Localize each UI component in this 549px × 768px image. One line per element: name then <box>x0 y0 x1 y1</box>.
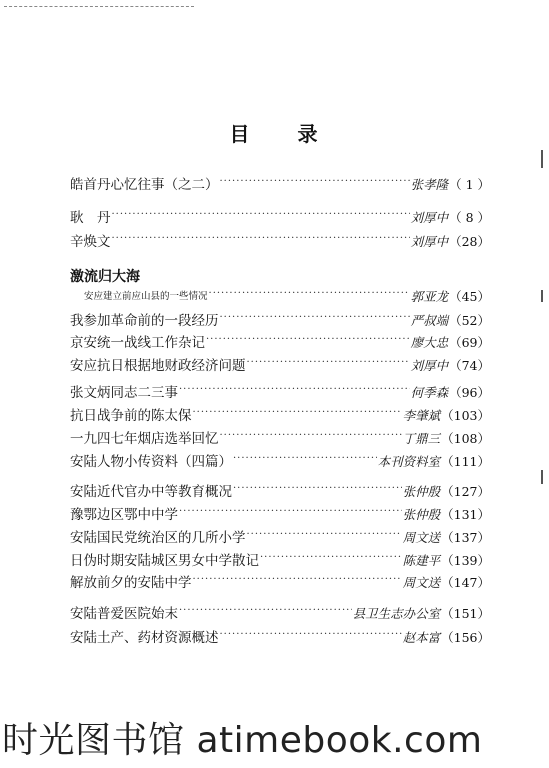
entry-author: 丁鼎三 <box>402 431 441 446</box>
entry-page: （139） <box>441 553 490 568</box>
toc-entry[interactable] <box>70 502 490 524</box>
toc-entry[interactable] <box>70 426 490 448</box>
section-heading: 激流归大海 <box>70 269 140 285</box>
entry-author: 张仲殷 <box>402 484 441 499</box>
entry-page: （108） <box>441 431 490 446</box>
leader-dots <box>179 381 410 399</box>
toc-entry[interactable] <box>70 525 490 547</box>
entry-page: （127） <box>441 484 490 499</box>
leader-dots <box>112 230 410 248</box>
leader-dots <box>179 503 402 521</box>
leader-dots <box>220 427 402 445</box>
site-watermark: 时光图书馆 atimebook.com <box>2 720 483 761</box>
entry-author: 廖大忠 <box>410 335 449 350</box>
entry-page: （131） <box>441 507 490 522</box>
toc-entry[interactable] <box>70 330 490 352</box>
entry-author: 刘厚中 <box>410 234 449 249</box>
entry-title: 解放前夕的安陆中学 <box>70 575 192 591</box>
entry-page: （111） <box>441 454 490 469</box>
leader-dots <box>220 173 410 191</box>
entry-title: 一九四七年烟店选举回忆 <box>70 431 219 447</box>
entry-title: 安应建立前应山县的一些情况 <box>84 291 208 302</box>
entry-title: 辛焕文 <box>70 234 111 250</box>
entry-author: 郭亚龙 <box>410 289 449 304</box>
toc-entry[interactable] <box>70 625 490 647</box>
top-dashed-line <box>4 6 194 7</box>
entry-page: （ 8 ） <box>449 210 490 225</box>
leader-dots <box>233 480 402 498</box>
toc-entry[interactable] <box>70 353 490 375</box>
entry-title: 皓首丹心忆往事（之二） <box>70 177 219 193</box>
entry-page: （96） <box>449 385 490 400</box>
leader-dots <box>193 404 402 422</box>
scan-edge-mark <box>541 470 543 484</box>
entry-title: 安陆人物小传资料（四篇） <box>70 454 232 470</box>
entry-page: （103） <box>441 408 490 423</box>
entry-author: 周文送 <box>402 575 441 590</box>
page-title-char: 目 <box>229 122 252 146</box>
toc-entry[interactable] <box>70 284 490 306</box>
entry-author: 县卫生志办公室 <box>352 606 441 621</box>
toc-entry[interactable] <box>70 403 490 425</box>
toc-entry[interactable] <box>70 601 490 623</box>
leader-dots <box>112 206 410 224</box>
leader-dots <box>220 309 410 327</box>
entry-page: （28） <box>449 234 490 249</box>
entry-page: （69） <box>449 335 490 350</box>
entry-page: （52） <box>449 313 490 328</box>
entry-page: （147） <box>441 575 490 590</box>
entry-title: 安陆土产、药材资源概述 <box>70 630 219 646</box>
leader-dots <box>247 354 410 372</box>
entry-title: 京安统一战线工作杂记 <box>70 335 205 351</box>
entry-author: 李肇斌 <box>402 408 441 423</box>
toc-entry[interactable] <box>70 479 490 501</box>
toc-entry[interactable] <box>70 449 490 471</box>
toc-entry[interactable] <box>70 308 490 330</box>
entry-title: 安陆近代官办中等教育概况 <box>70 484 232 500</box>
toc-entry[interactable] <box>70 380 490 402</box>
leader-dots <box>233 450 377 468</box>
toc-entry[interactable] <box>70 548 490 570</box>
entry-author: 赵本富 <box>402 630 441 645</box>
toc-entry[interactable] <box>70 229 490 251</box>
leader-dots <box>206 331 410 349</box>
entry-author: 张仲殷 <box>402 507 441 522</box>
entry-author: 本刊资料室 <box>377 454 441 469</box>
toc-entry[interactable] <box>70 570 490 592</box>
page-title <box>0 118 549 147</box>
entry-title: 安陆国民党统治区的几所小学 <box>70 530 246 546</box>
leader-dots <box>220 626 402 644</box>
entry-author: 张孝隆 <box>410 177 449 192</box>
entry-author: 刘厚中 <box>410 210 449 225</box>
entry-title: 耿 丹 <box>70 210 111 226</box>
entry-page: （151） <box>441 606 490 621</box>
entry-page: （137） <box>441 530 490 545</box>
entry-author: 周文送 <box>402 530 441 545</box>
page-title-char: 录 <box>297 122 320 146</box>
leader-dots <box>247 526 402 544</box>
leader-dots <box>209 285 410 303</box>
entry-title: 张文炳同志二三事 <box>70 385 178 401</box>
entry-page: （156） <box>441 630 490 645</box>
toc-entry[interactable] <box>70 205 490 227</box>
toc-entry[interactable] <box>70 172 490 194</box>
entry-author: 陈建平 <box>402 553 441 568</box>
entry-author: 严叔端 <box>410 313 449 328</box>
entry-title: 安陆普爱医院始末 <box>70 606 178 622</box>
entry-title: 安应抗日根据地财政经济问题 <box>70 358 246 374</box>
entry-title: 豫鄂边区鄂中中学 <box>70 507 178 523</box>
entry-author: 刘厚中 <box>410 358 449 373</box>
entry-title: 日伪时期安陆城区男女中学散记 <box>70 553 259 569</box>
entry-title: 抗日战争前的陈太保 <box>70 408 192 424</box>
scan-edge-mark <box>541 150 543 168</box>
entry-page: （ 1 ） <box>449 177 490 192</box>
leader-dots <box>179 602 352 620</box>
entry-title: 我参加革命前的一段经历 <box>70 313 219 329</box>
entry-page: （74） <box>449 358 490 373</box>
scan-edge-mark <box>541 290 543 302</box>
leader-dots <box>193 571 402 589</box>
entry-page: （45） <box>449 289 490 304</box>
leader-dots <box>260 549 402 567</box>
entry-author: 何季森 <box>410 385 449 400</box>
